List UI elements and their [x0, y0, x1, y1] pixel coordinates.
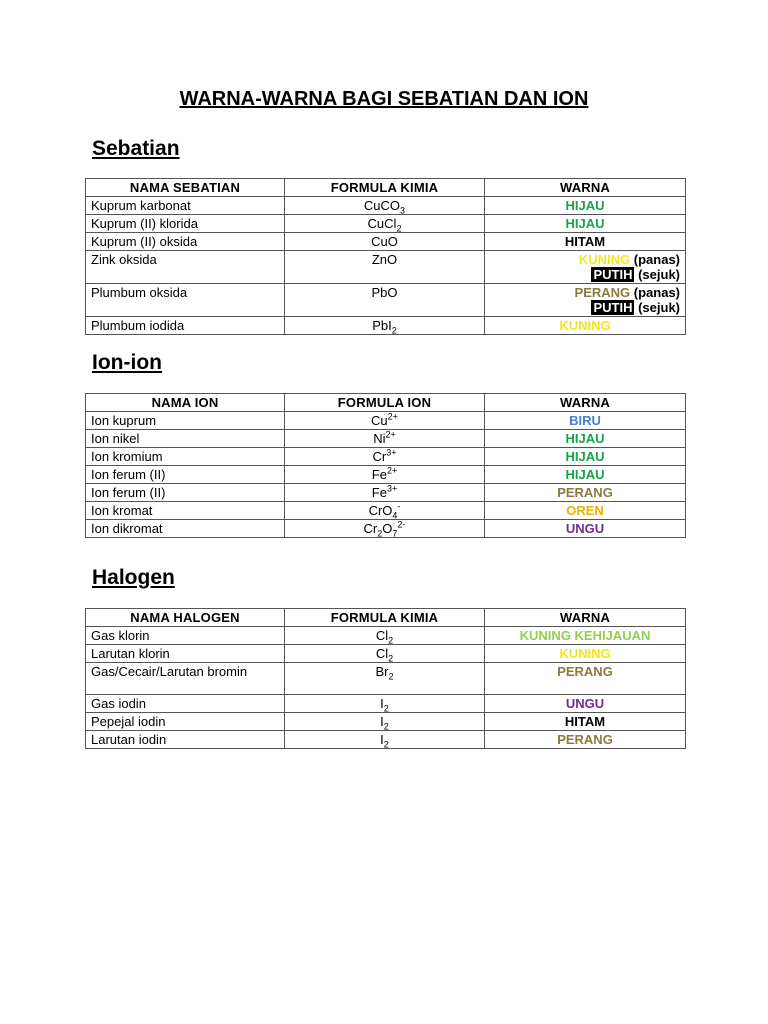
color-value: [485, 251, 686, 284]
halogen-table: [85, 608, 686, 749]
column-header: FORMULA KIMIA: [285, 179, 485, 197]
chemical-formula: CuO: [285, 233, 485, 251]
table-row: [86, 215, 686, 233]
color-value: KUNING: [485, 645, 686, 663]
table-row: [86, 520, 686, 538]
color-value: PERANG: [485, 663, 686, 695]
table-row: [86, 627, 686, 645]
chemical-formula: $Cl_2$: [285, 627, 485, 645]
ion-table: [85, 393, 686, 538]
ion-name: Ion ferum (II): [86, 484, 285, 502]
table-row: [86, 412, 686, 430]
color-cold: PUTIH: [593, 300, 633, 315]
color-value: HITAM: [485, 713, 686, 731]
table-row: [86, 284, 686, 317]
ion-formula: $Ni^{2+}$: [285, 430, 485, 448]
color-value: PERANG: [485, 731, 686, 749]
table-row: [86, 430, 686, 448]
color-cold: PUTIH: [593, 267, 633, 282]
chemical-formula: $I_2$: [285, 695, 485, 713]
table-row: [86, 713, 686, 731]
table-row: [86, 197, 686, 215]
ion-name: Ion kuprum: [86, 412, 285, 430]
color-value: HIJAU: [485, 448, 686, 466]
color-value: HIJAU: [485, 466, 686, 484]
chemical-formula: $Br_2$: [285, 663, 485, 695]
color-value: OREN: [485, 502, 686, 520]
table-row: [86, 251, 686, 284]
compound-name: Kuprum karbonat: [86, 197, 285, 215]
color-value: UNGU: [485, 695, 686, 713]
table-row: [86, 663, 686, 695]
table-header-row: [86, 179, 686, 197]
color-value: [485, 284, 686, 317]
color-value: BIRU: [485, 412, 686, 430]
color-value: HITAM: [485, 233, 686, 251]
ion-heading: Ion-ion: [92, 351, 162, 374]
color-value: HIJAU: [485, 430, 686, 448]
chemical-formula: PbI$_2$: [285, 317, 485, 335]
column-header: FORMULA ION: [285, 394, 485, 412]
table-header-row: [86, 609, 686, 627]
compound-name: Kuprum (II) oksida: [86, 233, 285, 251]
halogen-name: Gas/Cecair/Larutan bromin: [86, 663, 285, 695]
color-value: HIJAU: [485, 197, 686, 215]
column-header: NAMA ION: [86, 394, 285, 412]
halogen-name: Larutan klorin: [86, 645, 285, 663]
table-row: [86, 466, 686, 484]
ion-formula: $Fe^{2+}$: [285, 466, 485, 484]
chemical-formula: $Cl_2$: [285, 645, 485, 663]
color-value: KUNING: [485, 317, 686, 335]
ion-name: Ion ferum (II): [86, 466, 285, 484]
column-header: WARNA: [485, 609, 686, 627]
halogen-heading: Halogen: [92, 566, 175, 589]
table-row: [86, 317, 686, 335]
table-row: [86, 695, 686, 713]
ion-formula: $Cr^{3+}$: [285, 448, 485, 466]
chemical-formula: CuCl$_2$: [285, 215, 485, 233]
condition-note: (panas): [630, 285, 680, 300]
condition-note: (panas): [630, 252, 680, 267]
ion-name: Ion kromat: [86, 502, 285, 520]
color-value: HIJAU: [485, 215, 686, 233]
compound-name: Kuprum (II) klorida: [86, 215, 285, 233]
color-hot: KUNING: [578, 252, 631, 267]
table-header-row: [86, 394, 686, 412]
table-row: [86, 233, 686, 251]
chemical-formula: CuCO$_3$: [285, 197, 485, 215]
halogen-name: Pepejal iodin: [86, 713, 285, 731]
color-hot: PERANG: [574, 285, 631, 300]
column-header: NAMA SEBATIAN: [86, 179, 285, 197]
ion-name: Ion dikromat: [86, 520, 285, 538]
table-row: [86, 502, 686, 520]
table-row: [86, 448, 686, 466]
column-header: WARNA: [485, 394, 686, 412]
ion-formula: $Cr_2O_7^{2-}$: [285, 520, 485, 538]
table-row: [86, 731, 686, 749]
ion-formula: $Cu^{2+}$: [285, 412, 485, 430]
column-header: FORMULA KIMIA: [285, 609, 485, 627]
halogen-name: Gas klorin: [86, 627, 285, 645]
compound-name: Plumbum oksida: [86, 284, 285, 317]
halogen-name: Gas iodin: [86, 695, 285, 713]
chemical-formula: $I_2$: [285, 713, 485, 731]
condition-note: (sejuk): [634, 300, 680, 315]
column-header: WARNA: [485, 179, 686, 197]
ion-name: Ion kromium: [86, 448, 285, 466]
color-value: KUNING KEHIJAUAN: [485, 627, 686, 645]
ion-name: Ion nikel: [86, 430, 285, 448]
sebatian-heading: Sebatian: [92, 137, 180, 160]
document-title: WARNA-WARNA BAGI SEBATIAN DAN ION: [179, 88, 589, 110]
compound-name: Zink oksida: [86, 251, 285, 284]
ion-formula: CrO$_4$-: [285, 502, 485, 520]
sebatian-table: [85, 178, 686, 335]
table-row: [86, 484, 686, 502]
chemical-formula: $I_2$: [285, 731, 485, 749]
ion-formula: $Fe^{3+}$: [285, 484, 485, 502]
chemical-formula: ZnO: [285, 251, 485, 284]
condition-note: (sejuk): [634, 267, 680, 282]
column-header: NAMA HALOGEN: [86, 609, 285, 627]
table-row: [86, 645, 686, 663]
color-value: UNGU: [485, 520, 686, 538]
chemical-formula: PbO: [285, 284, 485, 317]
color-value: PERANG: [485, 484, 686, 502]
halogen-name: Larutan iodin: [86, 731, 285, 749]
compound-name: Plumbum iodida: [86, 317, 285, 335]
